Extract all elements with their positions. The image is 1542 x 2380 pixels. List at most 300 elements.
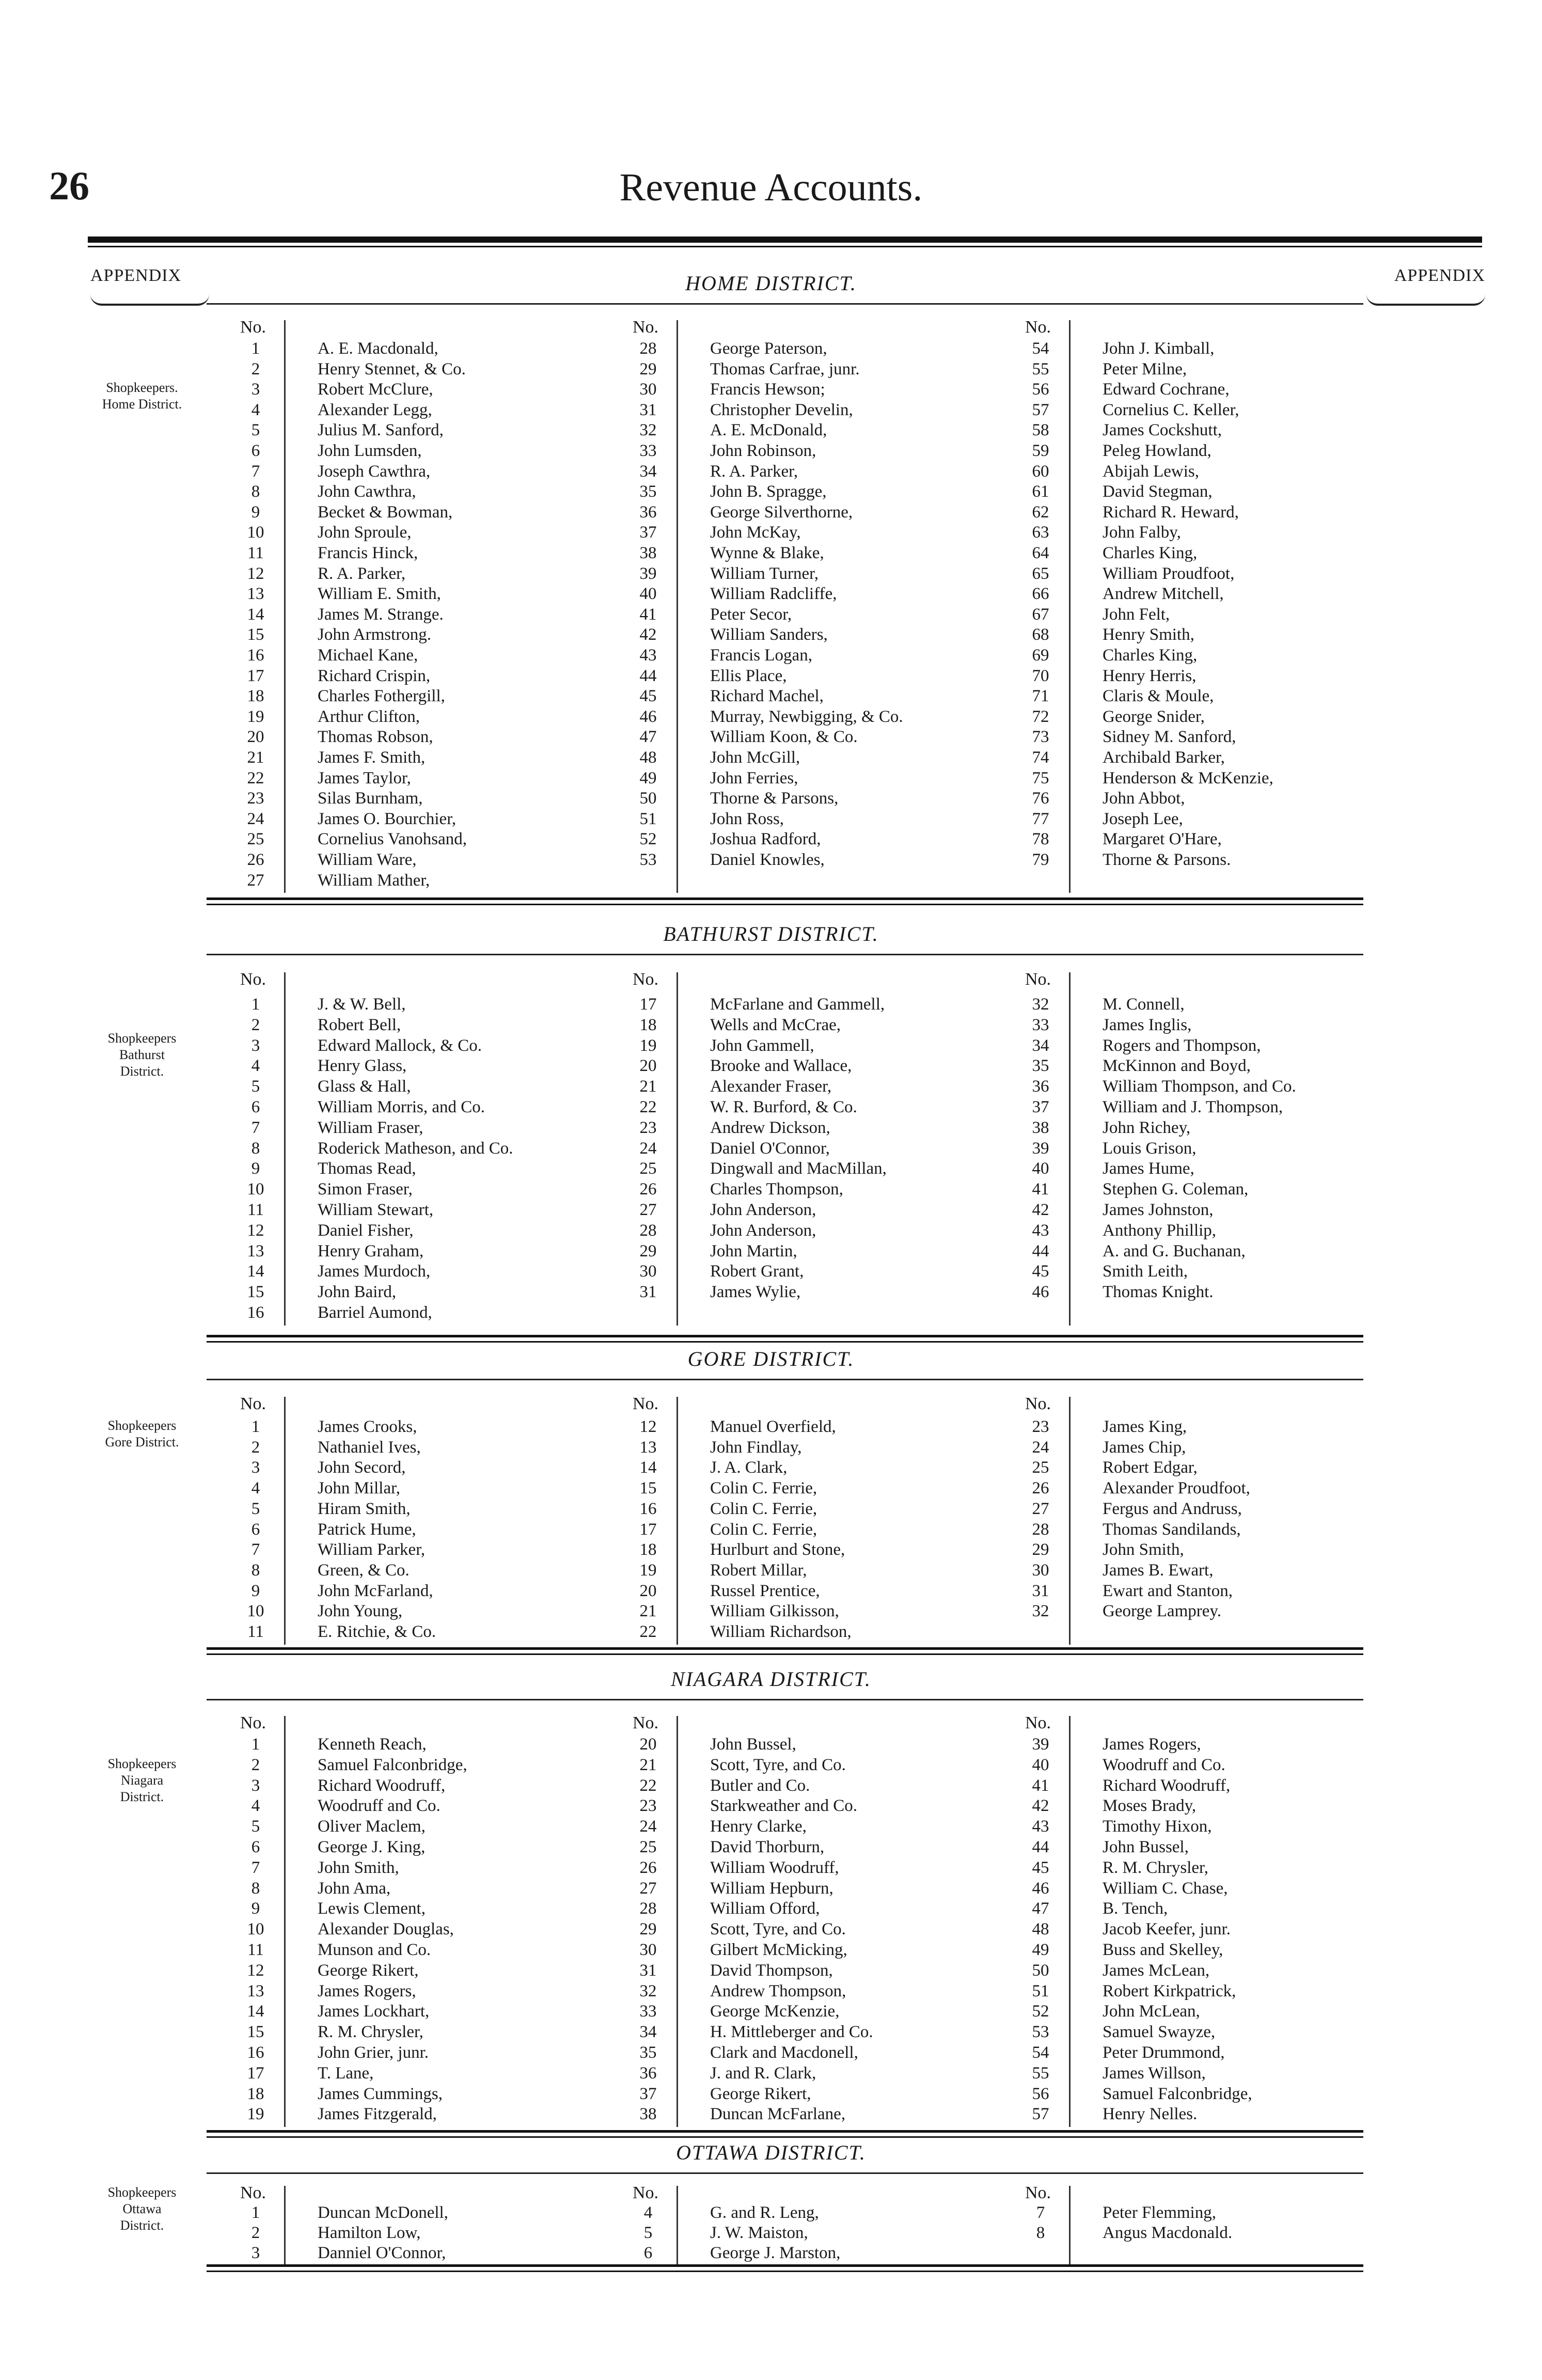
- entry-number: 39: [1032, 1735, 1049, 1754]
- entry-name: William Fraser,: [318, 1118, 423, 1137]
- entry-number: 42: [1032, 1796, 1049, 1816]
- entry-number: 27: [639, 1879, 657, 1898]
- entry-number: 57: [1032, 400, 1049, 419]
- district-title: GORE DISTRICT.: [687, 1347, 855, 1370]
- entry-number: 1: [251, 1735, 260, 1754]
- entry-name: Silas Burnham,: [318, 789, 423, 808]
- entry-number: 27: [639, 1201, 657, 1219]
- entry-number: 34: [639, 462, 657, 481]
- entry-number: 6: [251, 1520, 260, 1539]
- entry-name: Manuel Overfield,: [710, 1417, 836, 1436]
- column-rule: [1069, 1716, 1071, 2127]
- entry-number: 23: [247, 789, 264, 808]
- entry-number: 35: [639, 482, 657, 501]
- entry-name: John Grier, junr.: [318, 2043, 429, 2062]
- entry-number: 30: [639, 1262, 657, 1281]
- entry-number: 74: [1032, 748, 1049, 767]
- entry-number: 51: [1032, 1981, 1049, 2000]
- entry-name: Henry Herris,: [1103, 666, 1197, 685]
- entry-name: George J. Marston,: [710, 2244, 841, 2262]
- section-bottom-rule: [207, 897, 1363, 900]
- entry-number: 8: [251, 1879, 260, 1898]
- entry-name: John Robinson,: [710, 442, 816, 460]
- entry-name: Robert Grant,: [710, 1262, 804, 1281]
- entry-number: 17: [639, 1520, 657, 1539]
- entry-number: 1: [251, 995, 260, 1014]
- entry-number: 22: [639, 1622, 657, 1641]
- entry-number: 13: [639, 1438, 657, 1457]
- entry-name: R. A. Parker,: [710, 462, 798, 481]
- entry-number: 77: [1032, 809, 1049, 828]
- entry-name: James Crooks,: [318, 1417, 417, 1436]
- entry-name: Charles Thompson,: [710, 1180, 843, 1199]
- entry-number: 25: [247, 830, 264, 849]
- entry-number: 4: [251, 1479, 260, 1498]
- entry-name: Alexander Proudfoot,: [1103, 1479, 1250, 1498]
- entry-number: 13: [247, 1241, 264, 1260]
- entry-name: Samuel Swayze,: [1103, 2023, 1216, 2042]
- entry-number: 2: [251, 359, 260, 379]
- entry-number: 19: [639, 1561, 657, 1580]
- entry-name: Kenneth Reach,: [318, 1735, 427, 1754]
- entry-number: 51: [639, 809, 657, 828]
- entry-number: 15: [247, 625, 264, 644]
- entry-name: Joshua Radford,: [710, 830, 821, 849]
- entry-name: Robert Edgar,: [1103, 1458, 1198, 1477]
- entry-number: 15: [247, 2023, 264, 2042]
- entry-number: 20: [639, 1581, 657, 1600]
- entry-name: Scott, Tyre, and Co.: [710, 1920, 846, 1939]
- entry-name: Wynne & Blake,: [710, 544, 824, 562]
- column-rule: [676, 2186, 678, 2265]
- district-title: NIAGARA DISTRICT.: [670, 1667, 872, 1691]
- entry-name: A. and G. Buchanan,: [1103, 1241, 1246, 1260]
- entry-name: John Anderson,: [710, 1201, 816, 1219]
- entry-number: 1: [251, 1417, 260, 1436]
- entry-number: 16: [247, 2043, 264, 2062]
- entry-number: 5: [251, 1499, 260, 1518]
- no-column-header: No.: [1025, 970, 1051, 989]
- entry-name: John Young,: [318, 1602, 403, 1621]
- entry-number: 11: [247, 1941, 264, 1959]
- entry-number: 12: [247, 564, 264, 583]
- entry-name: Nathaniel Ives,: [318, 1438, 421, 1457]
- entry-number: 8: [251, 1139, 260, 1158]
- entry-number: 2: [251, 2224, 260, 2242]
- entry-name: George Silverthorne,: [710, 502, 853, 522]
- entry-number: 63: [1032, 523, 1049, 542]
- entry-number: 23: [639, 1118, 657, 1137]
- entry-name: Michael Kane,: [318, 646, 418, 665]
- entry-name: Thomas Sandilands,: [1103, 1520, 1241, 1539]
- entry-number: 12: [639, 1417, 657, 1436]
- entry-name: John Smith,: [1103, 1540, 1184, 1559]
- entry-name: Claris & Moule,: [1103, 687, 1214, 706]
- entry-name: R. A. Parker,: [318, 564, 406, 583]
- entry-name: William Morris, and Co.: [318, 1098, 485, 1116]
- district-side-label: [77, 380, 207, 413]
- no-column-header: No.: [633, 318, 659, 337]
- section-bottom-rule: [207, 2130, 1363, 2133]
- entry-name: John Smith,: [318, 1858, 399, 1877]
- section-bottom-rule-thin: [207, 904, 1363, 905]
- entry-name: Peter Secor,: [710, 605, 792, 624]
- entry-name: Richard Woodruff,: [1103, 1776, 1231, 1795]
- entry-name: Thomas Robson,: [318, 728, 433, 747]
- entry-number: 53: [1032, 2023, 1049, 2042]
- entry-name: B. Tench,: [1103, 1899, 1168, 1918]
- entry-name: John Findlay,: [710, 1438, 802, 1457]
- entry-name: Angus Macdonald.: [1103, 2224, 1233, 2242]
- page-title: Revenue Accounts.: [619, 166, 923, 209]
- entry-number: 43: [1032, 1221, 1049, 1240]
- side-label-line: Home District.: [102, 397, 182, 412]
- entry-number: 10: [247, 1602, 264, 1621]
- entry-number: 44: [639, 666, 657, 685]
- entry-number: 20: [247, 728, 264, 747]
- column-rule: [284, 2186, 286, 2265]
- entry-name: Anthony Phillip,: [1103, 1221, 1217, 1240]
- entry-name: Alexander Fraser,: [710, 1077, 832, 1096]
- entry-name: David Stegman,: [1103, 482, 1213, 501]
- entry-number: 1: [251, 339, 260, 358]
- entry-number: 4: [251, 1057, 260, 1076]
- no-column-header: No.: [240, 1713, 266, 1732]
- entry-name: John Ferries,: [710, 768, 798, 787]
- entry-name: John Gammell,: [710, 1036, 814, 1055]
- entry-name: Samuel Falconbridge,: [318, 1755, 467, 1774]
- entry-number: 19: [639, 1036, 657, 1055]
- entry-number: 6: [251, 1098, 260, 1116]
- entry-name: McFarlane and Gammell,: [710, 995, 885, 1014]
- entry-name: M. Connell,: [1103, 995, 1185, 1014]
- page-number: 26: [49, 163, 89, 208]
- entry-number: 22: [639, 1098, 657, 1116]
- entry-name: James Taylor,: [318, 768, 411, 787]
- entry-number: 52: [639, 830, 657, 849]
- entry-name: John Anderson,: [710, 1221, 816, 1240]
- entry-name: Charles King,: [1103, 646, 1198, 665]
- entry-number: 11: [247, 544, 264, 562]
- section-bottom-rule-thin: [207, 1653, 1363, 1655]
- entry-name: George Paterson,: [710, 339, 827, 358]
- entry-number: 30: [639, 380, 657, 399]
- section-bottom-rule: [207, 1335, 1363, 1337]
- entry-number: 8: [1036, 2224, 1045, 2242]
- entry-number: 42: [1032, 1201, 1049, 1219]
- entry-number: 69: [1032, 646, 1049, 665]
- entry-number: 29: [639, 1920, 657, 1939]
- entry-number: 57: [1032, 2105, 1049, 2124]
- entry-name: James O. Bourchier,: [318, 809, 457, 828]
- entry-number: 33: [1032, 1015, 1049, 1034]
- entry-number: 39: [639, 564, 657, 583]
- entry-name: William C. Chase,: [1103, 1879, 1228, 1898]
- entry-name: A. E. Macdonald,: [318, 339, 438, 358]
- entry-name: John Richey,: [1103, 1118, 1191, 1137]
- entry-number: 45: [1032, 1262, 1049, 1281]
- entry-name: James F. Smith,: [318, 748, 426, 767]
- entry-name: John Martin,: [710, 1241, 797, 1260]
- entry-name: George Snider,: [1103, 707, 1205, 726]
- entry-name: James Rogers,: [318, 1981, 416, 2000]
- entry-name: Colin C. Ferrie,: [710, 1499, 817, 1518]
- entry-name: William Radcliffe,: [710, 585, 837, 604]
- entry-number: 25: [639, 1159, 657, 1178]
- entry-name: James Chip,: [1103, 1438, 1186, 1457]
- entry-name: Danniel O'Connor,: [318, 2244, 446, 2262]
- entry-name: J. A. Clark,: [710, 1458, 788, 1477]
- entry-name: Thomas Knight.: [1103, 1283, 1214, 1302]
- entry-name: Robert Millar,: [710, 1561, 807, 1580]
- entry-name: Peter Milne,: [1103, 359, 1187, 379]
- entry-name: John McKay,: [710, 523, 801, 542]
- entry-number: 11: [247, 1201, 264, 1219]
- entry-number: 17: [639, 995, 657, 1014]
- entry-number: 32: [639, 421, 657, 440]
- entry-number: 3: [251, 1036, 260, 1055]
- side-label-line: District.: [120, 2218, 164, 2233]
- entry-name: William E. Smith,: [318, 585, 441, 604]
- entry-number: 48: [1032, 1920, 1049, 1939]
- entry-number: 32: [639, 1981, 657, 2000]
- no-column-header: No.: [1025, 2183, 1051, 2202]
- entry-name: Wells and McCrae,: [710, 1015, 841, 1034]
- entry-number: 25: [1032, 1458, 1049, 1477]
- entry-name: James Willson,: [1103, 2063, 1206, 2083]
- entry-name: Henry Stennet, & Co.: [318, 359, 466, 379]
- entry-name: Timothy Hixon,: [1103, 1817, 1212, 1836]
- entry-name: T. Lane,: [318, 2063, 374, 2083]
- entry-number: 23: [1032, 1417, 1049, 1436]
- entry-name: Starkweather and Co.: [710, 1796, 857, 1816]
- entry-name: William Mather,: [318, 871, 430, 890]
- entry-name: McKinnon and Boyd,: [1103, 1057, 1251, 1076]
- entry-name: Duncan McDonell,: [318, 2203, 448, 2222]
- entry-name: A. E. McDonald,: [710, 421, 827, 440]
- entry-name: Robert McClure,: [318, 380, 433, 399]
- entry-name: Edward Cochrane,: [1103, 380, 1230, 399]
- entry-name: Richard Crispin,: [318, 666, 431, 685]
- column-rule: [1069, 1397, 1071, 1645]
- entry-name: E. Ritchie, & Co.: [318, 1622, 436, 1641]
- entry-name: Joseph Cawthra,: [318, 462, 431, 481]
- entry-number: 5: [643, 2224, 653, 2242]
- entry-number: 38: [1032, 1118, 1049, 1137]
- district-side-label: [77, 1030, 207, 1080]
- entry-name: John Abbot,: [1103, 789, 1185, 808]
- entry-number: 27: [247, 871, 264, 890]
- entry-name: Hamilton Low,: [318, 2224, 421, 2242]
- entry-name: Robert Bell,: [318, 1015, 401, 1034]
- entry-number: 21: [639, 1077, 657, 1096]
- entry-name: R. M. Chrysler,: [1103, 1858, 1208, 1877]
- entry-name: G. and R. Leng,: [710, 2203, 819, 2222]
- entry-number: 55: [1032, 2063, 1049, 2083]
- entry-number: 7: [251, 462, 260, 481]
- entry-number: 37: [639, 523, 657, 542]
- entry-name: William Koon, & Co.: [710, 728, 858, 747]
- entry-number: 21: [247, 748, 264, 767]
- entry-number: 3: [251, 380, 260, 399]
- district-title: BATHURST DISTRICT.: [663, 922, 879, 945]
- entry-number: 17: [247, 666, 264, 685]
- entry-number: 46: [639, 707, 657, 726]
- entry-name: Andrew Dickson,: [710, 1118, 830, 1137]
- district-side-label: [77, 2184, 207, 2234]
- entry-number: 12: [247, 1961, 264, 1980]
- entry-number: 9: [251, 1899, 260, 1918]
- entry-number: 7: [251, 1540, 260, 1559]
- entry-number: 28: [639, 339, 657, 358]
- entry-number: 19: [247, 707, 264, 726]
- entry-number: 21: [639, 1755, 657, 1774]
- entry-name: Peter Drummond,: [1103, 2043, 1225, 2062]
- entry-name: Thomas Read,: [318, 1159, 416, 1178]
- entry-number: 22: [247, 768, 264, 787]
- entry-name: Joseph Lee,: [1103, 809, 1183, 828]
- entry-number: 55: [1032, 359, 1049, 379]
- entry-number: 62: [1032, 502, 1049, 522]
- entry-name: James Johnston,: [1103, 1201, 1214, 1219]
- entry-name: John Cawthra,: [318, 482, 416, 501]
- entry-number: 14: [639, 1458, 657, 1477]
- entry-name: Abijah Lewis,: [1103, 462, 1199, 481]
- entry-number: 10: [247, 1180, 264, 1199]
- entry-number: 33: [639, 442, 657, 460]
- entry-number: 2: [251, 1755, 260, 1774]
- entry-number: 19: [247, 2105, 264, 2124]
- entry-name: James Hume,: [1103, 1159, 1194, 1178]
- entry-number: 56: [1032, 2084, 1049, 2103]
- entry-name: Louis Grison,: [1103, 1139, 1197, 1158]
- entry-number: 37: [639, 2084, 657, 2103]
- side-label-line: Shopkeepers: [107, 2185, 177, 2200]
- entry-number: 9: [251, 502, 260, 522]
- entry-name: Arthur Clifton,: [318, 707, 420, 726]
- entry-name: Woodruff and Co.: [1103, 1755, 1225, 1774]
- entry-number: 37: [1032, 1098, 1049, 1116]
- appendix-label-right: APPENDIX: [1394, 266, 1485, 285]
- entry-name: Daniel Fisher,: [318, 1221, 414, 1240]
- entry-name: W. R. Burford, & Co.: [710, 1098, 857, 1116]
- entry-number: 6: [251, 442, 260, 460]
- entry-number: 47: [1032, 1899, 1049, 1918]
- entry-number: 9: [251, 1581, 260, 1600]
- entry-name: Thomas Carfrae, junr.: [710, 359, 860, 379]
- section-rule: [207, 954, 1363, 955]
- entry-name: John Ama,: [318, 1879, 391, 1898]
- entry-name: Richard Woodruff,: [318, 1776, 446, 1795]
- section-bottom-rule: [207, 2264, 1363, 2267]
- entry-number: 1: [251, 2203, 260, 2222]
- entry-name: Daniel O'Connor,: [710, 1139, 830, 1158]
- side-label-line: Ottawa: [122, 2201, 162, 2216]
- entry-number: 49: [1032, 1941, 1049, 1959]
- entry-number: 39: [1032, 1139, 1049, 1158]
- entry-name: William Gilkisson,: [710, 1602, 839, 1621]
- entry-number: 31: [639, 1283, 657, 1302]
- entry-number: 28: [639, 1221, 657, 1240]
- appendix-brace-right: [1366, 294, 1485, 306]
- entry-name: Richard Machel,: [710, 687, 824, 706]
- appendix-brace-left: [90, 294, 209, 306]
- entry-number: 61: [1032, 482, 1049, 501]
- entry-name: Archibald Barker,: [1103, 748, 1225, 767]
- column-rule: [1069, 320, 1071, 893]
- entry-name: George Rikert,: [318, 1961, 419, 1980]
- entry-name: John Ross,: [710, 809, 784, 828]
- column-rule: [284, 320, 286, 893]
- entry-name: James B. Ewart,: [1103, 1561, 1214, 1580]
- entry-name: Francis Hinck,: [318, 544, 418, 562]
- entry-number: 72: [1032, 707, 1049, 726]
- entry-number: 9: [251, 1159, 260, 1178]
- entry-name: Colin C. Ferrie,: [710, 1479, 817, 1498]
- side-label-line: Bathurst: [119, 1047, 165, 1062]
- no-column-header: No.: [633, 1713, 659, 1732]
- entry-name: Barriel Aumond,: [318, 1303, 432, 1322]
- entry-name: Gilbert McMicking,: [710, 1941, 847, 1959]
- entry-number: 43: [1032, 1817, 1049, 1836]
- entry-name: Henry Smith,: [1103, 625, 1194, 644]
- entry-name: Jacob Keefer, junr.: [1103, 1920, 1231, 1939]
- entry-name: J. and R. Clark,: [710, 2063, 816, 2083]
- entry-name: James King,: [1103, 1417, 1187, 1436]
- entry-name: Francis Logan,: [710, 646, 812, 665]
- entry-number: 41: [1032, 1180, 1049, 1199]
- entry-number: 38: [639, 544, 657, 562]
- entry-name: Oliver Maclem,: [318, 1817, 426, 1836]
- entry-number: 28: [1032, 1520, 1049, 1539]
- no-column-header: No.: [240, 318, 266, 337]
- entry-name: John Bussel,: [1103, 1838, 1189, 1856]
- entry-number: 14: [247, 2002, 264, 2021]
- entry-number: 40: [639, 585, 657, 604]
- entry-number: 36: [1032, 1077, 1049, 1096]
- entry-name: John J. Kimball,: [1103, 339, 1215, 358]
- entry-number: 5: [251, 1817, 260, 1836]
- entry-number: 20: [639, 1735, 657, 1754]
- no-column-header: No.: [1025, 1394, 1051, 1413]
- entry-name: Julius M. Sanford,: [318, 421, 444, 440]
- entry-name: William Sanders,: [710, 625, 828, 644]
- entry-number: 3: [251, 1776, 260, 1795]
- entry-number: 45: [639, 687, 657, 706]
- entry-name: James McLean,: [1103, 1961, 1210, 1980]
- entry-number: 52: [1032, 2002, 1049, 2021]
- entry-name: James Lockhart,: [318, 2002, 430, 2021]
- side-label-line: Shopkeepers: [107, 1418, 177, 1433]
- entry-number: 38: [639, 2105, 657, 2124]
- entry-number: 18: [247, 687, 264, 706]
- entry-number: 65: [1032, 564, 1049, 583]
- entry-name: John Falby,: [1103, 523, 1181, 542]
- entry-name: John Bussel,: [710, 1735, 796, 1754]
- entry-name: John McLean,: [1103, 2002, 1200, 2021]
- side-label-line: Gore District.: [105, 1435, 179, 1449]
- entry-number: 11: [247, 1622, 264, 1641]
- entry-number: 44: [1032, 1838, 1049, 1856]
- entry-name: Henry Graham,: [318, 1241, 424, 1260]
- entry-name: Stephen G. Coleman,: [1103, 1180, 1249, 1199]
- entry-number: 17: [247, 2063, 264, 2083]
- entry-number: 56: [1032, 380, 1049, 399]
- entry-name: Buss and Skelley,: [1103, 1941, 1223, 1959]
- entry-name: Richard R. Heward,: [1103, 502, 1239, 522]
- entry-name: George Rikert,: [710, 2084, 811, 2103]
- entry-name: Brooke and Wallace,: [710, 1057, 852, 1076]
